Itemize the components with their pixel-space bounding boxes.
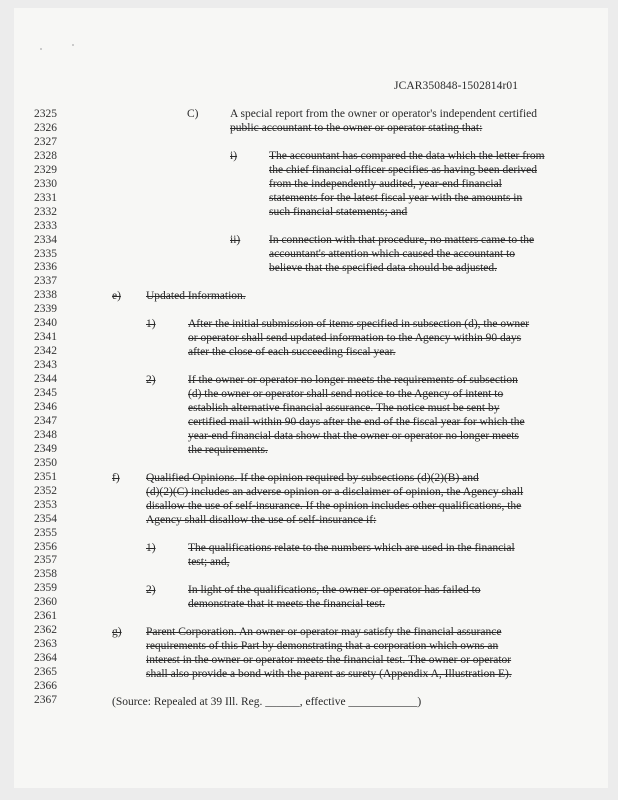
- source-note: (Source: Repealed at 39 Ill. Reg. ______, effective ____________): [112, 696, 422, 708]
- line-number: 2344: [34, 373, 57, 386]
- scan-speck: [40, 48, 42, 50]
- line-number: 2331: [34, 191, 57, 204]
- item-e2-line: If the owner or operator no longer meets the requirements of subsection: [188, 374, 518, 386]
- item-ii-label: ii): [230, 234, 241, 246]
- line-number: 2365: [34, 666, 57, 678]
- line-number: 2355: [34, 526, 57, 539]
- item-e2-label: 2): [146, 374, 156, 386]
- line-number: 2335: [34, 247, 57, 260]
- item-ii-line: In connection with that procedure, no matters came to the: [269, 234, 535, 246]
- item-f2-label: 2): [146, 584, 156, 596]
- item-c-label: C): [187, 108, 199, 120]
- line-number: 2336: [34, 261, 57, 274]
- line-number: 2341: [34, 331, 57, 344]
- item-g-line: interest in the owner or operator meets the financial test. The owner or operator: [146, 654, 512, 666]
- item-i-line: the chief financial officer specifies as having been derived: [269, 164, 537, 176]
- item-i-line: from the independently audited, year-end financial: [269, 178, 502, 190]
- item-ii-line: accountant's attention which caused the accountant to: [269, 248, 516, 260]
- item-e2-line: year-end financial data show that the owner or operator no longer meets: [188, 430, 519, 442]
- line-number: 2327: [34, 135, 57, 148]
- line-number: 2358: [34, 568, 57, 581]
- item-e-label: e): [112, 290, 121, 302]
- line-number: 2367: [34, 693, 57, 706]
- item-f-line: (d)(2)(C) includes an adverse opinion or a disclaimer of opinion, the Agency shall: [146, 486, 524, 498]
- item-e-heading: Updated Information.: [146, 290, 246, 302]
- item-e2-line: (d) the owner or operator shall send notice to the Agency of intent to: [188, 388, 504, 400]
- line-number: 2346: [34, 400, 57, 413]
- item-f-label: f): [112, 472, 120, 484]
- line-number: 2340: [34, 317, 57, 330]
- item-f1-label: 1): [146, 542, 156, 554]
- line-number: 2334: [34, 233, 57, 246]
- item-e1-label: 1): [146, 318, 156, 330]
- item-e2-line: establish alternative financial assurance. The notice must be sent by: [188, 402, 500, 414]
- item-i-line: statements for the latest fiscal year with the amounts in: [269, 192, 523, 204]
- item-f1-line: The qualifications relate to the numbers which are used in the financial: [188, 542, 515, 554]
- item-f1-line: test; and,: [188, 556, 230, 568]
- line-number: 2339: [34, 303, 57, 316]
- document-id: JCAR350848-1502814r01: [394, 80, 519, 92]
- item-f2-line: In light of the qualifications, the owner or operator has failed to: [188, 584, 481, 596]
- item-f2-line: demonstrate that it meets the financial test.: [188, 598, 386, 610]
- item-g-line: requirements of this Part by demonstrating that a corporation which owns an: [146, 640, 499, 652]
- line-number: 2359: [34, 582, 57, 595]
- line-number: 2348: [34, 428, 57, 441]
- line-number: 2361: [34, 610, 57, 623]
- item-e2-line: the requirements.: [188, 444, 268, 456]
- item-c-line: A special report from the owner or operator's independent certified: [230, 108, 538, 120]
- line-number: 2360: [34, 596, 57, 609]
- line-number: 2352: [34, 484, 57, 497]
- item-i-label: i): [230, 150, 238, 162]
- item-i-line: The accountant has compared the data which the letter from: [269, 150, 545, 162]
- item-g-line: Parent Corporation. An owner or operator may satisfy the financial assurance: [146, 626, 502, 638]
- line-number: 2350: [34, 456, 57, 469]
- line-number: 2349: [34, 442, 57, 455]
- item-e1-line: After the initial submission of items specified in subsection (d), the owner: [188, 318, 530, 330]
- line-number: 2338: [34, 289, 57, 302]
- line-number: 2362: [34, 624, 57, 637]
- item-f-line: disallow the use of self-insurance. If the opinion includes other qualifications, the: [146, 500, 522, 512]
- item-e1-line: after the close of each succeeding fiscal year.: [188, 346, 396, 358]
- line-number: 2333: [34, 219, 57, 232]
- item-i-line: such financial statements; and: [269, 206, 408, 218]
- item-e2-line: certified mail within 90 days after the end of the fiscal year for which the: [188, 416, 525, 428]
- line-number: 2353: [34, 498, 57, 511]
- line-number: 2363: [34, 638, 57, 651]
- line-number: 2329: [34, 163, 57, 176]
- line-number: 2351: [34, 470, 57, 483]
- line-number: 2343: [34, 359, 57, 372]
- document-page: [14, 8, 608, 788]
- line-number: 2326: [34, 122, 57, 134]
- line-number: 2337: [34, 275, 57, 288]
- line-number: 2325: [34, 108, 57, 120]
- item-g-line: shall also provide a bond with the parent as surety (Appendix A, Illustration E).: [146, 668, 512, 680]
- line-number: 2345: [34, 387, 57, 399]
- item-f-line: Qualified Opinions. If the opinion required by subsections (d)(2)(B) and: [146, 472, 479, 484]
- item-c-line: public accountant to the owner or operator stating that:: [230, 122, 483, 134]
- line-number: 2357: [34, 554, 57, 567]
- line-number: 2354: [34, 512, 57, 525]
- line-number: 2356: [34, 540, 57, 553]
- line-number: 2328: [34, 149, 57, 162]
- line-number: 2347: [34, 414, 57, 427]
- item-e1-line: or operator shall send updated information to the Agency within 90 days: [188, 332, 522, 344]
- scan-speck: [72, 44, 74, 46]
- line-number: 2330: [34, 177, 57, 190]
- line-number: 2342: [34, 345, 57, 358]
- item-g-label: g): [112, 626, 122, 638]
- line-number: 2366: [34, 679, 57, 692]
- line-number: 2364: [34, 652, 57, 664]
- line-number: 2332: [34, 205, 57, 218]
- item-ii-line: believe that the specified data should be adjusted.: [269, 262, 498, 274]
- item-f-line: Agency shall disallow the use of self-insurance if:: [146, 514, 377, 526]
